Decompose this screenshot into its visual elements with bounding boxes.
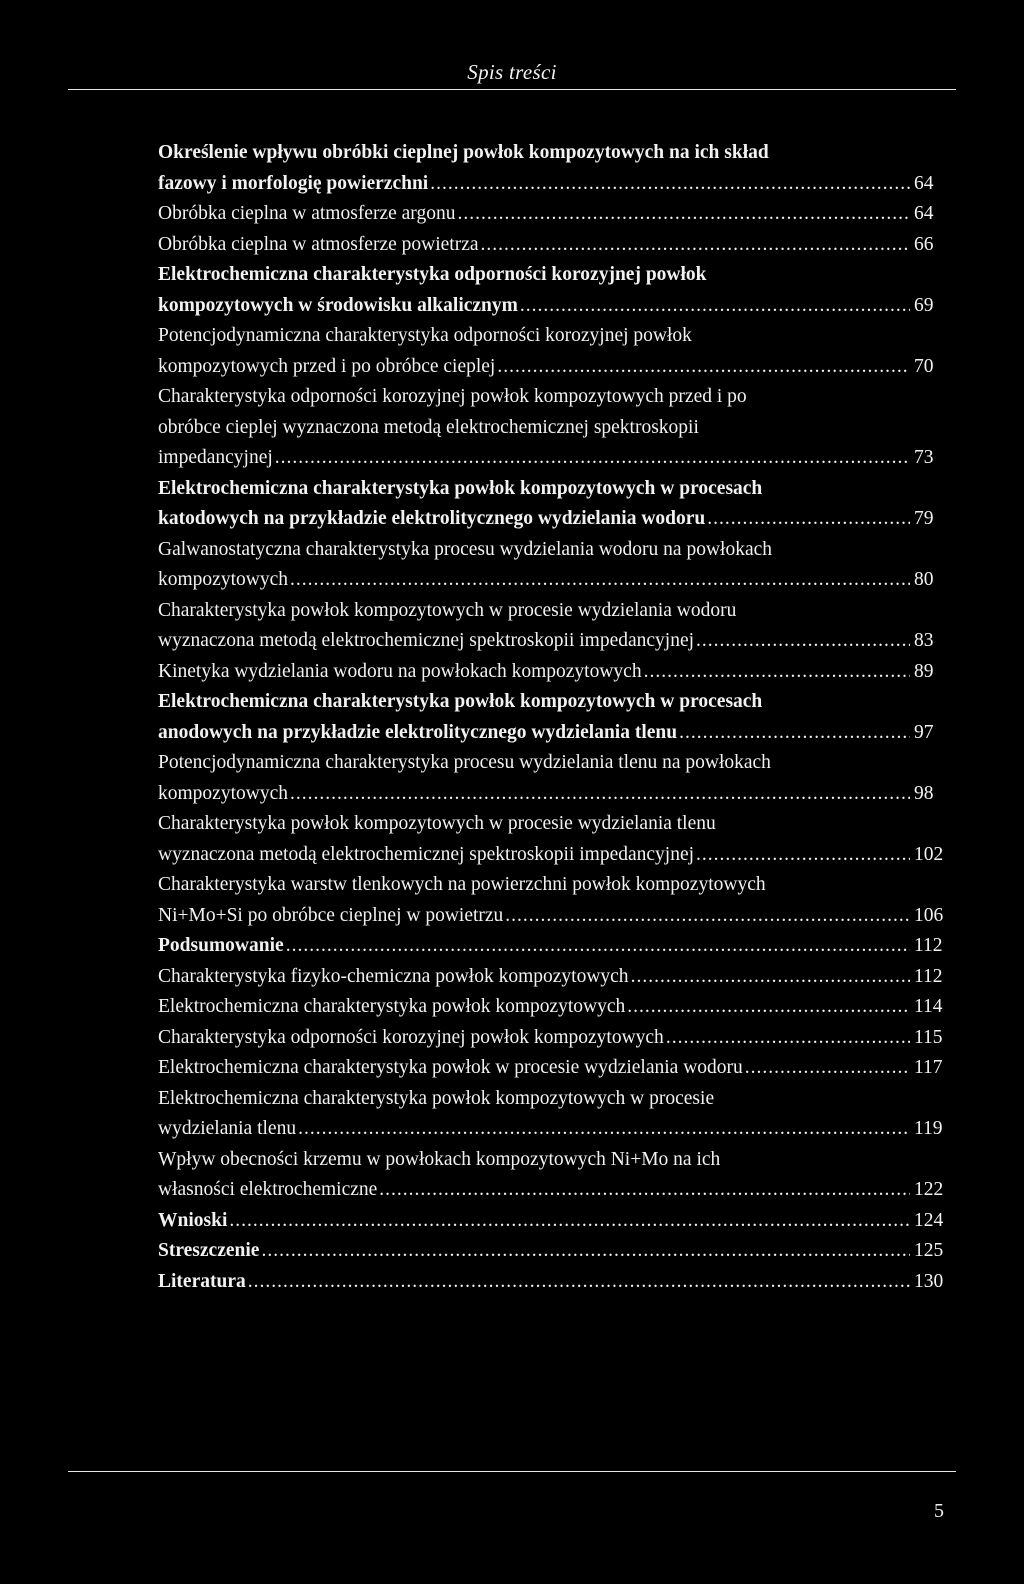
dot-leader <box>290 779 910 810</box>
toc-entry-page: 106 <box>914 904 944 926</box>
toc-entry-page: 73 <box>914 447 934 468</box>
dot-leader <box>644 657 910 688</box>
toc-entry-page: 64 <box>914 203 934 224</box>
toc-entry-title-line: obróbce cieplej wyznaczona metodą elektrochemicznej spektroskopii <box>158 416 699 438</box>
toc-entry-title-line: Obróbka cieplna w atmosferze powietrza <box>158 233 479 255</box>
toc-entry-title-line: wydzielania tlenu <box>158 1118 297 1139</box>
table-of-contents <box>158 138 948 1297</box>
toc-entry-title-line: impedancyjnej <box>158 447 273 468</box>
toc-entry-page: 97 <box>914 721 934 743</box>
dot-leader <box>696 840 910 871</box>
toc-entry-title-line: Potencjodynamiczna charakterystyka odporności korozyjnej powłok <box>158 325 692 346</box>
toc-entry-page: 83 <box>914 630 934 651</box>
toc-entry <box>158 596 948 657</box>
toc-entry <box>158 992 948 1023</box>
dot-leader <box>261 1236 910 1267</box>
toc-entry-last-line <box>158 901 948 932</box>
dot-leader <box>707 504 910 535</box>
toc-entry <box>158 1236 948 1267</box>
dot-leader <box>505 901 910 932</box>
dot-leader <box>631 962 910 993</box>
toc-entry-page: 117 <box>914 1057 943 1078</box>
toc-entry <box>158 199 948 230</box>
toc-entry-title-line: Streszczenie <box>158 1240 260 1261</box>
toc-entry-title-line: Elektrochemiczna charakterystyka powłok w procesie wydzielania wodoru <box>158 1057 743 1078</box>
dot-leader <box>481 230 910 261</box>
toc-entry-title-line: Elektrochemiczna charakterystyka odporności korozyjnej powłok <box>158 264 707 285</box>
toc-entry-page: 124 <box>914 1209 944 1231</box>
toc-entry-last-line <box>158 1206 948 1237</box>
toc-entry-last-line <box>158 962 948 993</box>
toc-entry-title-line: kompozytowych przed i po obróbce cieplej <box>158 355 496 377</box>
toc-entry <box>158 657 948 688</box>
dot-leader <box>666 1023 910 1054</box>
toc-entry-title-line: wyznaczona metodą elektrochemicznej spektroskopii impedancyjnej <box>158 630 695 651</box>
toc-entry-last-line <box>158 992 948 1023</box>
toc-entry <box>158 870 948 931</box>
dot-leader <box>745 1053 910 1084</box>
toc-entry-page: 80 <box>914 569 934 590</box>
toc-entry-title-line: Obróbka cieplna w atmosferze argonu <box>158 203 456 224</box>
toc-entry-title-line: Kinetyka wydzielania wodoru na powłokach kompozytowych <box>158 660 642 682</box>
toc-entry-title-line: Galwanostatyczna charakterystyka procesu wydzielania wodoru na powłokach <box>158 538 773 560</box>
toc-entry-last-line <box>158 199 948 230</box>
toc-entry-title-line: kompozytowych <box>158 782 288 804</box>
toc-entry-last-line <box>158 931 948 962</box>
toc-entry-page: 112 <box>914 935 943 956</box>
toc-entry-page: 119 <box>914 1118 943 1139</box>
toc-entry-title-line: Elektrochemiczna charakterystyka powłok kompozytowych <box>158 996 626 1017</box>
dot-leader <box>696 626 910 657</box>
toc-entry <box>158 474 948 535</box>
dot-leader <box>457 199 910 230</box>
dot-leader <box>275 443 910 474</box>
toc-entry-page: 79 <box>914 508 934 529</box>
toc-entry <box>158 138 948 199</box>
toc-entry <box>158 748 948 809</box>
toc-entry-last-line <box>158 565 948 596</box>
toc-entry <box>158 962 948 993</box>
toc-entry-page: 64 <box>914 172 934 194</box>
dot-leader <box>379 1175 910 1206</box>
toc-entry-last-line <box>158 443 948 474</box>
toc-entry-last-line <box>158 1175 948 1206</box>
toc-entry-title-line: Charakterystyka odporności korozyjnej powłok kompozytowych <box>158 1026 664 1048</box>
toc-entry-page: 114 <box>914 996 943 1017</box>
dot-leader <box>298 1114 910 1145</box>
toc-entry-title-line: Literatura <box>158 1270 246 1292</box>
toc-entry <box>158 687 948 748</box>
toc-entry-title-line: wyznaczona metodą elektrochemicznej spektroskopii impedancyjnej <box>158 843 695 865</box>
toc-entry-title-line: Wnioski <box>158 1209 228 1231</box>
toc-entry-title-line: Ni+Mo+Si po obróbce cieplnej w powietrzu <box>158 904 504 926</box>
toc-entry-title-line: Elektrochemiczna charakterystyka powłok kompozytowych w procesach <box>158 477 763 499</box>
toc-entry-last-line <box>158 169 948 200</box>
dot-leader <box>248 1267 910 1298</box>
toc-entry-page: 102 <box>914 843 944 865</box>
footer-divider <box>68 1471 956 1472</box>
dot-leader <box>229 1206 910 1237</box>
toc-entry-last-line <box>158 504 948 535</box>
dot-leader <box>627 992 910 1023</box>
toc-entry-title-line: katodowych na przykładzie elektrolitycznego wydzielania wodoru <box>158 508 706 529</box>
page-header-title: Spis treści <box>467 60 557 84</box>
toc-entry <box>158 260 948 321</box>
toc-entry-last-line <box>158 779 948 810</box>
toc-entry-title-line: Wpływ obecności krzemu w powłokach kompozytowych Ni+Mo na ich <box>158 1148 721 1170</box>
toc-entry <box>158 1145 948 1206</box>
toc-entry-last-line <box>158 1023 948 1054</box>
toc-entry-last-line <box>158 352 948 383</box>
toc-entry-title-line: Elektrochemiczna charakterystyka powłok kompozytowych w procesie <box>158 1087 715 1109</box>
toc-entry <box>158 535 948 596</box>
toc-entry-title-line: Podsumowanie <box>158 935 284 956</box>
toc-entry-last-line <box>158 1236 948 1267</box>
toc-entry <box>158 1023 948 1054</box>
toc-entry-page: 98 <box>914 782 934 804</box>
toc-entry-last-line <box>158 1114 948 1145</box>
toc-entry-last-line <box>158 626 948 657</box>
toc-entry-page: 66 <box>914 233 934 255</box>
toc-entry-title-line: Charakterystyka fizyko-chemiczna powłok kompozytowych <box>158 965 629 987</box>
toc-entry-last-line <box>158 1267 948 1298</box>
dot-leader <box>520 291 910 322</box>
toc-entry <box>158 1053 948 1084</box>
header-divider <box>68 89 956 90</box>
toc-entry-title-line: Określenie wpływu obróbki cieplnej powłok kompozytowych na ich skład <box>158 142 769 163</box>
toc-entry <box>158 230 948 261</box>
toc-entry <box>158 1206 948 1237</box>
toc-entry-page: 69 <box>914 294 934 316</box>
toc-entry-page: 130 <box>914 1270 944 1292</box>
toc-entry-title-line: własności elektrochemiczne <box>158 1179 378 1200</box>
toc-entry-page: 112 <box>914 965 943 987</box>
toc-entry-title-line: anodowych na przykładzie elektrolitycznego wydzielania tlenu <box>158 721 678 743</box>
toc-entry-page: 89 <box>914 660 934 682</box>
toc-entry <box>158 1084 948 1145</box>
toc-entry-page: 125 <box>914 1240 944 1261</box>
toc-entry-page: 122 <box>914 1179 944 1200</box>
toc-entry-title-line: Charakterystyka odporności korozyjnej powłok kompozytowych przed i po <box>158 386 747 407</box>
toc-entry-last-line <box>158 840 948 871</box>
toc-entry-title-line: fazowy i morfologię powierzchni <box>158 172 429 194</box>
page-number: 5 <box>934 1500 944 1522</box>
toc-entry <box>158 809 948 870</box>
toc-entry-title-line: Elektrochemiczna charakterystyka powłok kompozytowych w procesach <box>158 691 763 712</box>
toc-entry-title-line: Charakterystyka powłok kompozytowych w procesie wydzielania wodoru <box>158 599 737 621</box>
dot-leader <box>679 718 910 749</box>
toc-entry-last-line <box>158 1053 948 1084</box>
toc-entry-last-line <box>158 291 948 322</box>
toc-entry <box>158 382 948 474</box>
toc-entry-last-line <box>158 657 948 688</box>
dot-leader <box>286 931 910 962</box>
toc-entry-title-line: kompozytowych <box>158 569 288 590</box>
toc-entry-last-line <box>158 718 948 749</box>
toc-entry-last-line <box>158 230 948 261</box>
toc-entry <box>158 321 948 382</box>
toc-entry-title-line: Charakterystyka powłok kompozytowych w procesie wydzielania tlenu <box>158 813 716 834</box>
toc-entry-title-line: Potencjodynamiczna charakterystyka procesu wydzielania tlenu na powłokach <box>158 752 771 773</box>
dot-leader <box>290 565 910 596</box>
toc-entry-page: 115 <box>914 1026 943 1048</box>
toc-entry-title-line: kompozytowych w środowisku alkalicznym <box>158 294 518 316</box>
dot-leader <box>497 352 910 383</box>
toc-entry-title-line: Charakterystyka warstw tlenkowych na powierzchni powłok kompozytowych <box>158 874 766 895</box>
dot-leader <box>430 169 910 200</box>
toc-entry <box>158 931 948 962</box>
toc-entry <box>158 1267 948 1298</box>
toc-entry-page: 70 <box>914 355 934 377</box>
